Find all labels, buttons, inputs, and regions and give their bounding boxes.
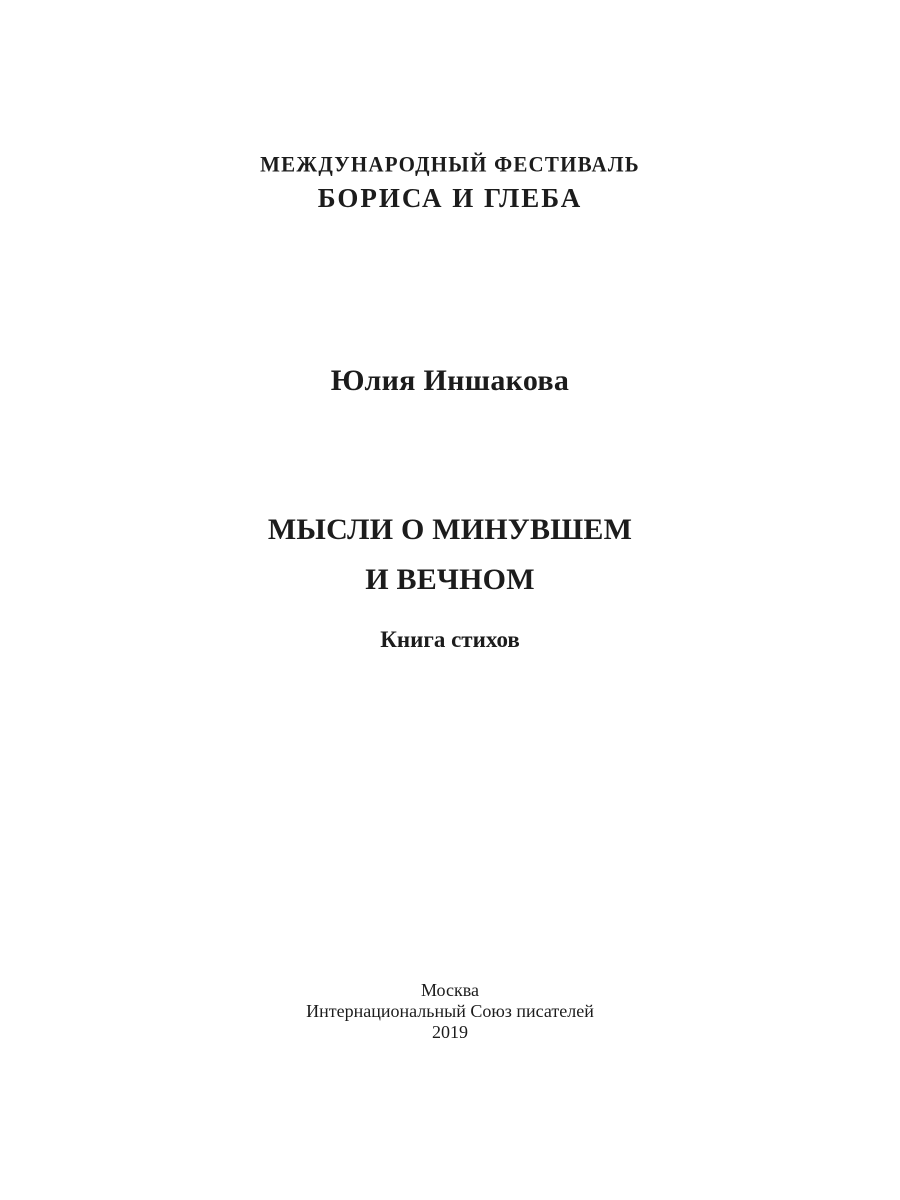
author-name: Юлия Иншакова <box>330 364 570 397</box>
book-title-line1: МЫСЛИ О МИНУВШЕМ <box>267 513 633 546</box>
festival-name-line2: БОРИСА И ГЛЕБА <box>317 183 583 213</box>
imprint-publisher: Интернациональный Союз писателей <box>306 1001 594 1021</box>
festival-name-line1: МЕЖДУНАРОДНЫЙ ФЕСТИВАЛЬ <box>260 151 640 177</box>
imprint-year: 2019 <box>432 1022 468 1042</box>
book-subtitle: Книга стихов <box>380 627 520 652</box>
book-title-line2: И ВЕЧНОМ <box>365 563 535 596</box>
imprint-city: Москва <box>421 980 479 1000</box>
